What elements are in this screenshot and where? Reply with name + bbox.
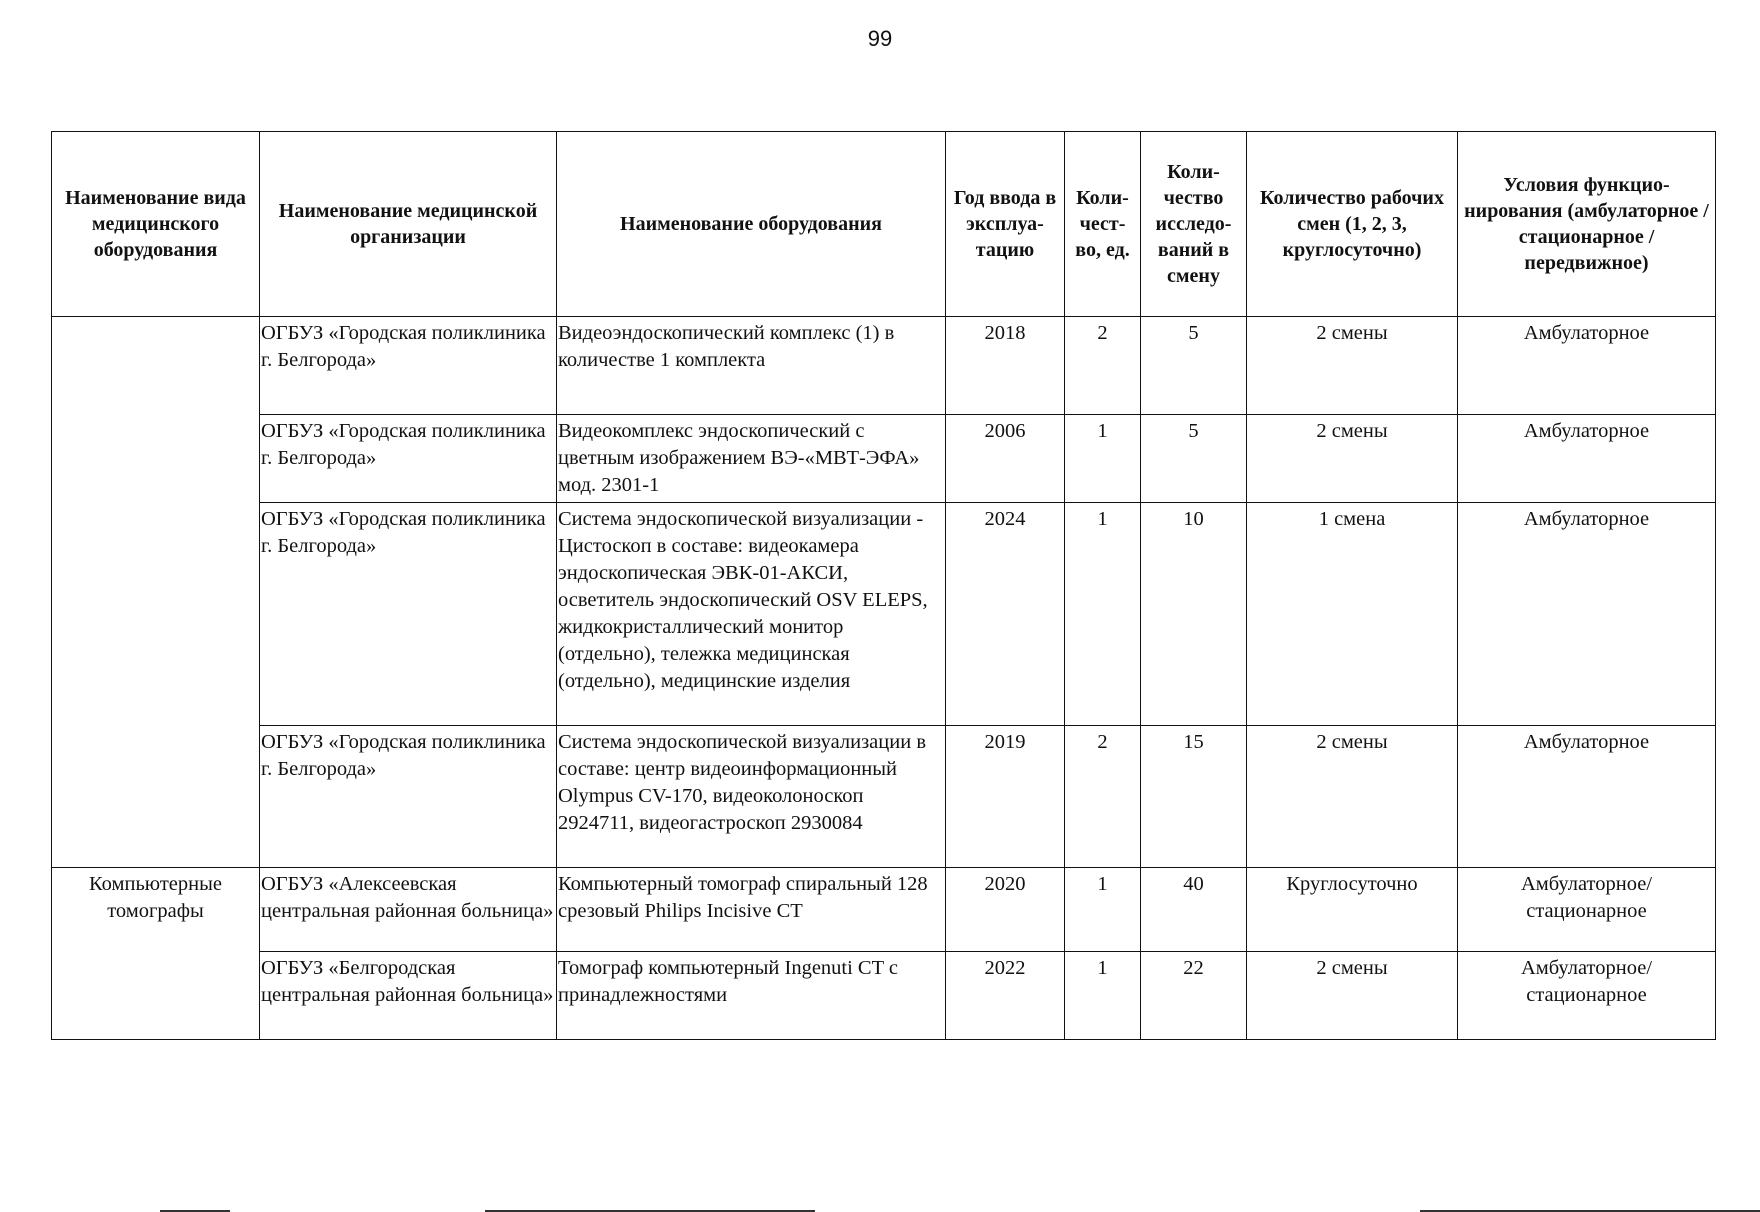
cell-studies: 5 xyxy=(1141,415,1247,503)
cell-year: 2020 xyxy=(946,868,1065,952)
cell-organization: ОГБУЗ «Городская поликлиника г. Белгорода» xyxy=(260,415,557,503)
cell-quantity: 1 xyxy=(1065,868,1141,952)
cell-shifts: 2 смены xyxy=(1247,415,1458,503)
cell-conditions: Амбулаторное xyxy=(1458,503,1716,726)
cell-organization: ОГБУЗ «Городская поликлиника г. Белгорода» xyxy=(260,726,557,868)
cell-conditions: Амбулаторное/ стационарное xyxy=(1458,952,1716,1040)
cell-equipment-name: Система эндоскопической визуализации в составе: центр видеоинформационный Olympus CV-170, видеоколоноскоп 2924711, видеогастроскоп 2930084 xyxy=(557,726,946,868)
cell-equipment-type: Компьютерные томографы xyxy=(52,868,260,1040)
cell-studies: 15 xyxy=(1141,726,1247,868)
cell-shifts: 2 смены xyxy=(1247,952,1458,1040)
cell-shifts: Круглосуточно xyxy=(1247,868,1458,952)
cell-equipment-name: Видеокомплекс эндоскопический с цветным изображением ВЭ-«МВТ-ЭФА» мод. 2301-1 xyxy=(557,415,946,503)
cell-equipment-name: Томограф компьютерный Ingenuti CT с принадлежностями xyxy=(557,952,946,1040)
cell-equipment-name: Видеоэндоскопический комплекс (1) в количестве 1 комплекта xyxy=(557,317,946,415)
cell-organization: ОГБУЗ «Алексеевская центральная районная больница» xyxy=(260,868,557,952)
header-equipment-type: Наименование вида медицинского оборудования xyxy=(52,132,260,317)
cell-year: 2019 xyxy=(946,726,1065,868)
header-equipment-name: Наименование оборудования xyxy=(557,132,946,317)
header-studies-per-shift: Коли-чество исследо-ваний в смену xyxy=(1141,132,1247,317)
table-header-row xyxy=(52,132,1716,317)
table-row xyxy=(52,317,1716,415)
cell-conditions: Амбулаторное/ стационарное xyxy=(1458,868,1716,952)
cell-organization: ОГБУЗ «Городская поликлиника г. Белгорода» xyxy=(260,317,557,415)
cell-equipment-name: Система эндоскопической визуализации - Цистоскоп в составе: видеокамера эндоскопическая ЭВК-01-АКСИ, осветитель эндоскопический OSV ELEPS, жидкокристаллический монитор (отдельно), тележка медицинская (отдельно), медицинские изделия xyxy=(557,503,946,726)
page-number: 99 xyxy=(867,26,893,51)
table-row xyxy=(52,726,1716,868)
cell-organization: ОГБУЗ «Белгородская центральная районная больница» xyxy=(260,952,557,1040)
cell-shifts: 1 смена xyxy=(1247,503,1458,726)
cell-conditions: Амбулаторное xyxy=(1458,317,1716,415)
cell-year: 2022 xyxy=(946,952,1065,1040)
cell-quantity: 2 xyxy=(1065,726,1141,868)
cell-year: 2006 xyxy=(946,415,1065,503)
cell-studies: 40 xyxy=(1141,868,1247,952)
cell-year: 2018 xyxy=(946,317,1065,415)
cell-conditions: Амбулаторное xyxy=(1458,726,1716,868)
header-shifts: Количество рабочих смен (1, 2, 3, круглосуточно) xyxy=(1247,132,1458,317)
cell-quantity: 1 xyxy=(1065,415,1141,503)
cell-quantity: 2 xyxy=(1065,317,1141,415)
cell-shifts: 2 смены xyxy=(1247,726,1458,868)
cell-organization: ОГБУЗ «Городская поликлиника г. Белгорода» xyxy=(260,503,557,726)
cell-studies: 22 xyxy=(1141,952,1247,1040)
cell-equipment-name: Компьютерный томограф спиральный 128 срезовый Philips Incisive CT xyxy=(557,868,946,952)
table-row xyxy=(52,415,1716,503)
table-row xyxy=(52,503,1716,726)
cell-shifts: 2 смены xyxy=(1247,317,1458,415)
cell-conditions: Амбулаторное xyxy=(1458,415,1716,503)
cell-quantity: 1 xyxy=(1065,503,1141,726)
cell-equipment-type xyxy=(52,317,260,868)
table-row xyxy=(52,868,1716,952)
cell-year: 2024 xyxy=(946,503,1065,726)
header-conditions: Условия функцио-нирования (амбулаторное / стационарное / передвижное) xyxy=(1458,132,1716,317)
table-row xyxy=(52,952,1716,1040)
header-year: Год ввода в эксплуа-тацию xyxy=(946,132,1065,317)
header-quantity: Коли-чест-во, ед. xyxy=(1065,132,1141,317)
cell-studies: 10 xyxy=(1141,503,1247,726)
cell-studies: 5 xyxy=(1141,317,1247,415)
header-organization: Наименование медицинской организации xyxy=(260,132,557,317)
equipment-table xyxy=(51,131,1716,1040)
cell-quantity: 1 xyxy=(1065,952,1141,1040)
